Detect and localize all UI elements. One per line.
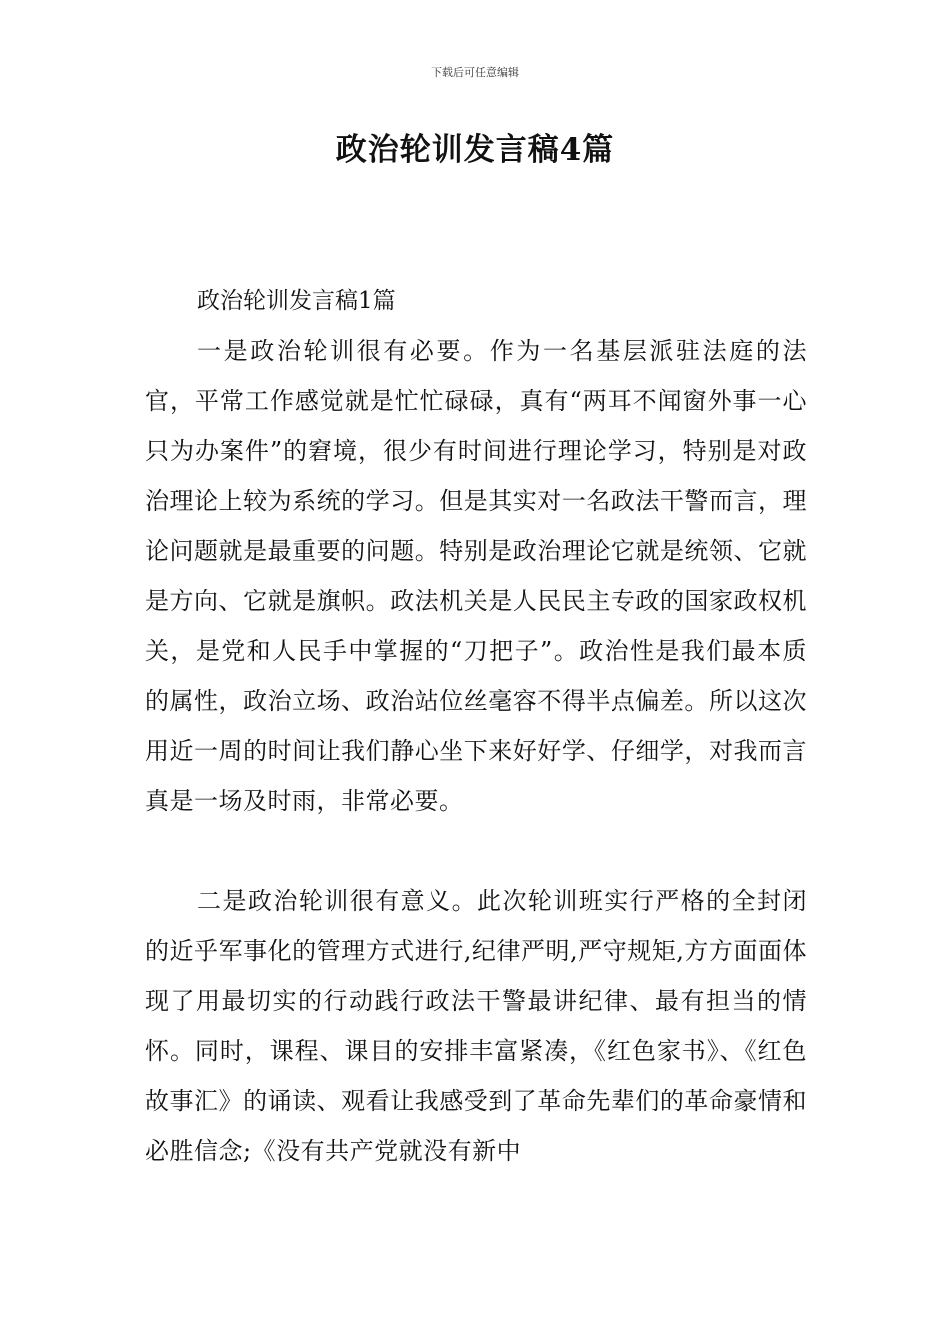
section-heading: 政治轮训发言稿1篇 [197,288,396,314]
paragraph-1: 一是政治轮训很有必要。作为一名基层派驻法庭的法官，平常工作感觉就是忙忙碌碌，真有“两耳不闻窗外事一心只为办案件”的窘境，很少有时间进行理论学习，特别是对政治理论上较为系统的学习。但是其实对一名政法干警而言，理论问题就是最重要的问题。特别是政治理论它就是统领、它就是方向、它就是旗帜。政法机关是人民民主专政的国家政权机关，是党和人民手中掌握的“刀把子”。政治性是我们最本质的属性，政治立场、政治站位丝毫容不得半点偏差。所以这次用近一周的时间让我们静心坐下来好好学、仔细学，对我而言真是一场及时雨，非常必要。 [145,337,807,815]
header-note: 下载后可任意编辑 [431,66,519,79]
document-title: 政治轮训发言稿4篇 [335,132,615,168]
paragraph-2: 二是政治轮训很有意义。此次轮训班实行严格的全封闭的近乎军事化的管理方式进行,纪律严明,严守规矩,方方面面体现了用最切实的行动践行政法干警最讲纪律、最有担当的情怀。同时，课程、课目的安排丰富紧凑，《红色家书》、《红色故事汇》的诵读、观看让我感受到了革命先辈们的革命豪情和必胜信念;《没有共产党就没有新中 [145,887,807,1165]
document-body [145,276,807,1176]
